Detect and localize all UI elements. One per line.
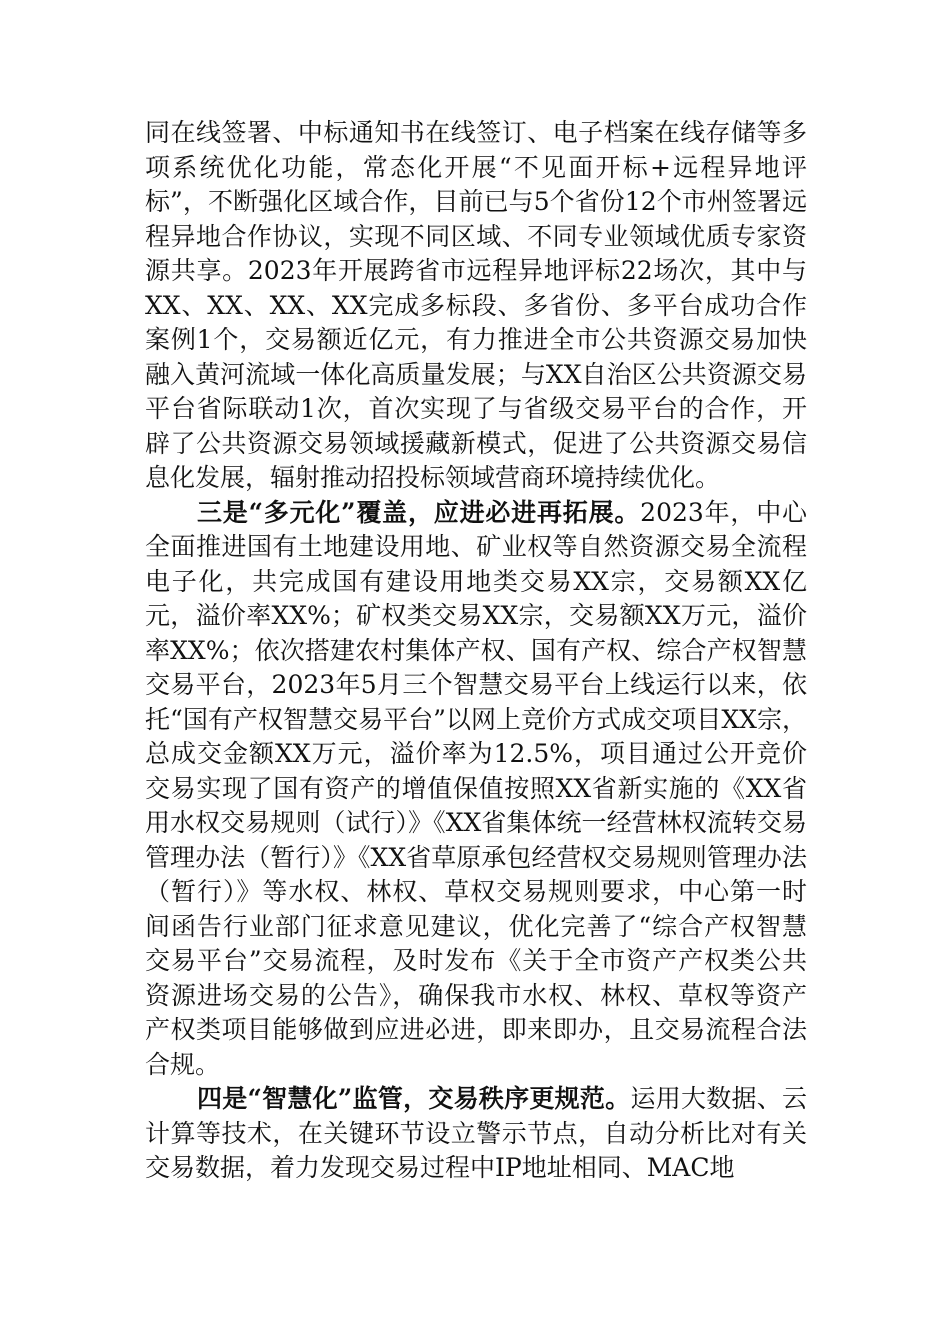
paragraph-heading: 三是“多元化”覆盖，应进必进再拓展。 (197, 497, 641, 527)
paragraph-text: 运用大数据、云计算等技术，在关键环节设立警示节点，自动分析比对有关交易数据，着力发现交易过程中IP地址相同、MAC地 (145, 1084, 807, 1182)
paragraph-point-three (145, 496, 807, 1083)
paragraph-continuation (145, 116, 807, 496)
document-body (145, 116, 807, 1186)
paragraph-heading: 四是“智慧化”监管，交易秩序更规范。 (197, 1084, 631, 1113)
paragraph-text: 2023年，中心全面推进国有土地建设用地、矿业权等自然资源交易全流程电子化，共完成国有建设用地类交易XX宗，交易额XX亿元，溢价率XX%；矿权类交易XX宗，交易额XX万元，溢价率XX%；依次搭建农村集体产权、国有产权、综合产权智慧交易平台，2023年5月三个智慧交易平台上线运行以来，依托“国有产权智慧交易平台”以网上竞价方式成交项目XX宗，总成交金额XX万元，溢价率为12.5%，项目通过公开竞价交易实现了国有资产的增值保值按照XX省新实施的《XX省用水权交易规则（试行）》《XX省集体统一经营林权流转交易管理办法（暂行）》《XX省草原承包经营权交易规则管理办法（暂行）》等水权、林权、草权交易规则要求，中心第一时间函告行业部门征求意见建议，优化完善了“综合产权智慧交易平台”交易流程，及时发布《关于全市资产产权类公共资源进场交易的公告》，确保我市水权、林权、草权等资产产权类项目能够做到应进必进，即来即办，且交易流程合法合规。 (145, 497, 807, 1079)
paragraph-text: 同在线签署、中标通知书在线签订、电子档案在线存储等多项系统优化功能，常态化开展“不见面开标+远程异地评标”，不断强化区域合作，目前已与5个省份12个市州签署远程异地合作协议，实现不同区域、不同专业领域优质专家资源共享。2023年开展跨省市远程异地评标22场次，其中与XX、XX、XX、XX完成多标段、多省份、多平台成功合作案例1个，交易额近亿元，有力推进全市公共资源交易加快融入黄河流域一体化高质量发展；与XX自治区公共资源交易平台省际联动1次，首次实现了与省级交易平台的合作，开辟了公共资源交易领域援藏新模式，促进了公共资源交易信息化发展，辐射推动招投标领域营商环境持续优化。 (145, 118, 807, 492)
paragraph-point-four (145, 1082, 807, 1186)
